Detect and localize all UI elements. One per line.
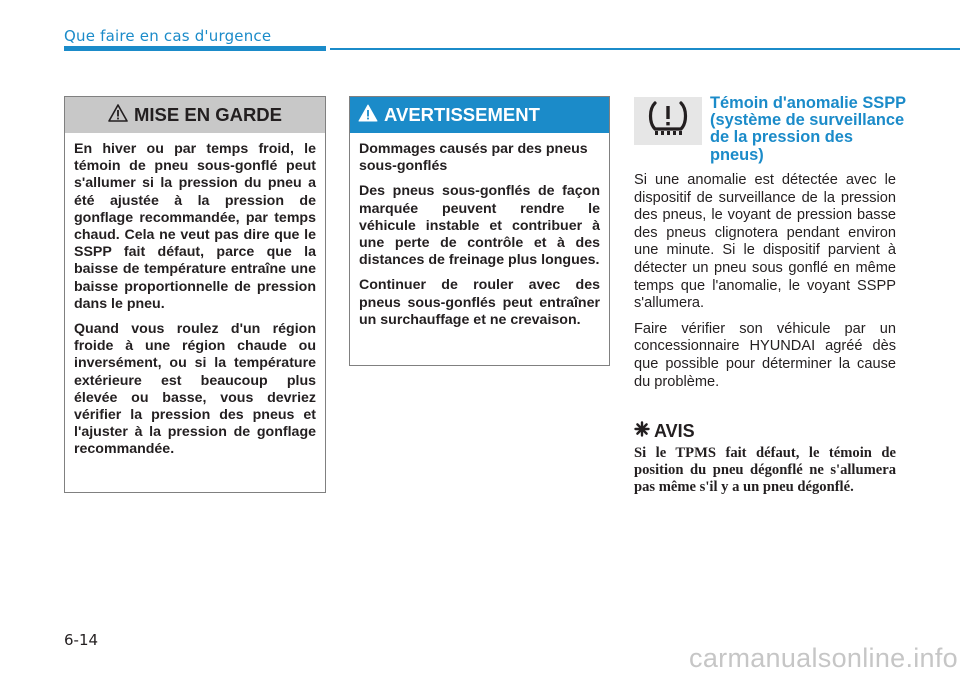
- caution-box-header: [65, 97, 325, 133]
- watermark: carmanualsonline.info: [689, 643, 958, 673]
- asterisk-icon: [634, 421, 650, 442]
- warning-box-title: AVERTISSEMENT: [384, 104, 540, 125]
- header-divider-line: [330, 48, 960, 50]
- warning-triangle-icon: [358, 104, 378, 127]
- tpms-section-body: [634, 172, 896, 399]
- caution-box: [64, 96, 326, 493]
- tpms-paragraph: Si une anomalie est détectée avec le dispositif de surveillance de la pression des pneus, le voyant de pression basse des pneus clignotera pendant environ une minute. Si le dispositif parvient à détecter un pneu sous gonflé en même temps que l'anomalie, le voyant SSPP s'allumera.: [634, 172, 896, 312]
- page-number: 6-14: [64, 631, 99, 649]
- tpms-section-title: Témoin d'anomalie SSPP (système de surveillance de la pression des pneus): [710, 94, 906, 164]
- caution-box-title: MISE EN GARDE: [133, 104, 283, 125]
- warning-paragraph: Continuer de rouler avec des pneus sous-gonflés peut entraîner un surchauffage et ne crevaison.: [359, 277, 600, 328]
- notice-title: AVIS: [654, 421, 695, 441]
- header-accent-bar: [64, 46, 326, 51]
- caution-paragraph: Quand vous roulez d'un région froide à une région chaude ou inversément, ou si la température extérieure est beaucoup plus élevée ou basse, vous devriez vérifier la pression des pneus et l'ajuster à la pression de gonflage recommandée.: [74, 321, 316, 458]
- section-header-title: Que faire en cas d'urgence: [64, 27, 272, 45]
- caution-box-body: [65, 133, 325, 459]
- warning-paragraph: Des pneus sous-gonflés de façon marquée peuvent rendre le véhicule instable et contribuer à une perte de contrôle et à des distances de freinage plus longues.: [359, 183, 600, 269]
- caution-triangle-icon: [108, 104, 128, 127]
- notice-heading: [634, 421, 695, 442]
- tpms-paragraph: Faire vérifier son véhicule par un concessionnaire HYUNDAI agréé dès que possible pour déterminer la cause du problème.: [634, 320, 896, 390]
- warning-paragraph: Dommages causés par des pneus sous-gonflés: [359, 141, 588, 175]
- warning-box-body: [350, 133, 609, 329]
- tpms-icon-panel: [634, 97, 702, 145]
- notice-text: Si le TPMS fait défaut, le témoin de position du pneu dégonflé ne s'allumera pas même s'il y a un pneu dégonflé.: [634, 445, 896, 495]
- tpms-warning-icon: [645, 99, 691, 144]
- warning-box: [349, 96, 610, 366]
- caution-paragraph: En hiver ou par temps froid, le témoin de pneu sous-gonflé peut s'allumer si la pression du pneu a été ajustée à la pression de gonflage recommandée, par temps chaud. Cela ne veut pas dire que le SSPP fait défaut, parce que la baisse de température entraîne une baisse proportionnelle de pression dans le pneu.: [74, 141, 316, 312]
- warning-box-header: [350, 97, 609, 133]
